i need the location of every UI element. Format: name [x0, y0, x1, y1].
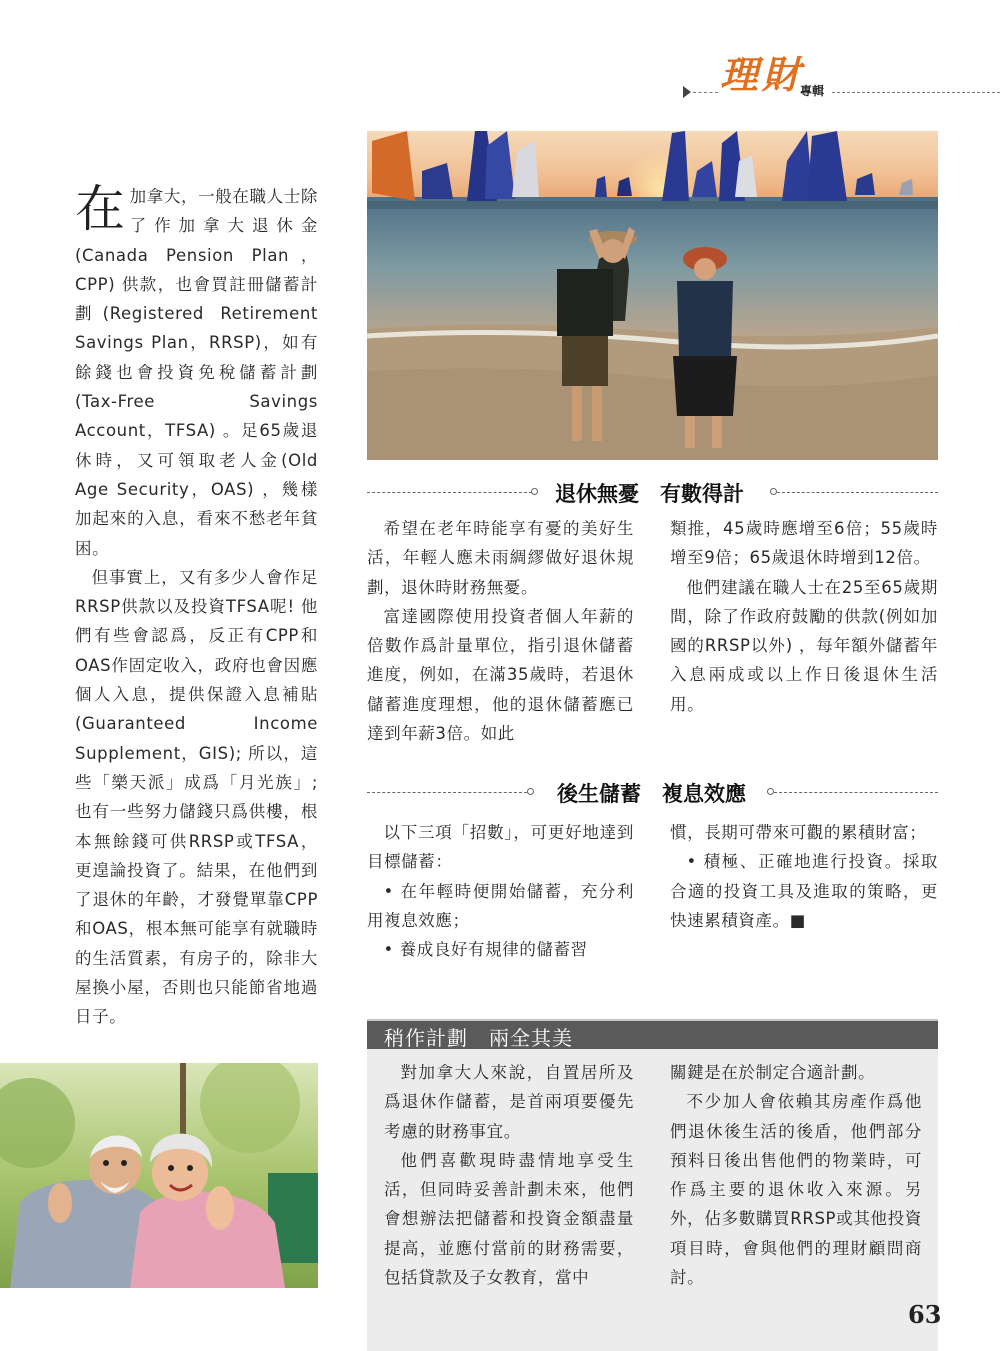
section-2-heading: 後生儲蓄 複息效應	[557, 781, 746, 806]
section-1-paragraph: 希望在老年時能享有憂的美好生活，年輕人應未雨綢繆做好退休規劃，退休時財務無憂。	[367, 519, 634, 597]
sidebar-paragraph: 關鍵是在於制定合適計劃。	[670, 1063, 876, 1082]
section-2-bullet: • 在年輕時便開始儲蓄，充分利用複息效應；	[367, 881, 634, 930]
section-1-left-column	[367, 514, 634, 748]
sidebar-right-column	[670, 1058, 922, 1292]
section-2-paragraph: 慣，長期可帶來可觀的累積財富；	[670, 823, 927, 842]
section-1-paragraph: 富達國際使用投資者個人年薪的倍數作爲計量單位，指引退休儲蓄進度，例如，在滿35歲時，若退休儲蓄進度理想，他的退休儲蓄應已達到年薪3倍。如此	[367, 606, 634, 744]
drop-cap: 在	[75, 180, 126, 238]
intro-paragraph-1: 加拿大，一般在職人士除了作加拿大退休金(Canada Pension Plan，CPP) 供款，也會買註冊儲蓄計劃(Registered Retirement Savings Plan，RRSP)，如有餘錢也會投資免稅儲蓄計劃(Tax-Free Savings Account，TFSA) 。足65歲退休時，又可領取老人金(Old Age Security，OAS) ，幾樣加起來的入息，看來不愁老年貧困。	[75, 187, 318, 558]
section-1-heading-bar	[367, 478, 938, 508]
section-2-heading-bar	[367, 778, 938, 808]
section-1-right-column	[670, 514, 938, 719]
section-1-paragraph: 他們建議在職人士在25至65歲期間，除了作政府鼓勵的供款(例如加國的RRSP以外) ，每年額外儲蓄年入息兩成或以上作日後退休生活用。	[670, 577, 938, 714]
section-2-bullet: • 養成良好有規律的儲蓄習	[383, 940, 588, 960]
intro-column	[75, 182, 318, 1032]
senior-couple-photo	[0, 1063, 318, 1288]
section-2-bullet: • 積極、正確地進行投資。採取合適的投資工具及進取的策略，更快速累積資產。■	[670, 852, 938, 930]
header-arrow-left	[683, 86, 691, 98]
section-2-right-column	[670, 818, 938, 935]
beach-sunset-photo	[367, 131, 938, 460]
sidebar-left-column	[384, 1058, 634, 1292]
sidebar-heading-bar	[367, 1019, 938, 1049]
section-subtitle: 專輯	[800, 84, 825, 98]
intro-paragraph-2: 但事實上，又有多少人會作足RRSP供款以及投資TFSA呢! 他們有些會認爲，反正有CPP和OAS作固定收入，政府也會因應個人入息，提供保證入息補貼(Guaranteed Income Supplement，GIS); 所以，這些「樂天派」成爲「月光族」; 也有一些努力儲錢只爲供樓，根本無餘錢可供RRSP或TFSA，更遑論投資了。結果，在他們到了退休的年齡，才發覺單靠CPP和OAS，根本無可能享有就職時的生活質素，有房子的，除非大屋換小屋，否則也只能節省地過日子。	[75, 567, 318, 1027]
sidebar-heading: 稍作計劃 兩全其美	[384, 1026, 573, 1050]
sidebar-paragraph: 對加拿大人來說，自置居所及爲退休作儲蓄，是首兩項要優先考慮的財務事宜。	[384, 1063, 634, 1141]
header-rule-right	[832, 92, 1000, 93]
section-2-paragraph: 以下三項「招數」，可更好地達到目標儲蓄：	[367, 823, 634, 872]
section-title: 理財	[720, 52, 805, 97]
sidebar-paragraph: 他們喜歡現時盡情地享受生活，但同時妥善計劃未來，他們會想辦法把儲蓄和投資金額盡量提高，並應付當前的財務需要，包括貸款及子女教育，當中	[384, 1150, 634, 1288]
section-1-heading: 退休無憂 有數得計	[555, 481, 744, 506]
section-1-paragraph: 類推，45歲時應增至6倍；55歲時增至9倍；65歲退休時增到12倍。	[670, 519, 938, 568]
section-2-left-column	[367, 818, 634, 964]
page-number: 63	[908, 1300, 942, 1329]
sidebar-paragraph: 不少加人會依賴其房產作爲他們退休後生活的後盾，他們部分預料日後出售他們的物業時，可作爲主要的退休收入來源。另外，佔多數購買RRSP或其他投資項目時，會與他們的理財顧問商討。	[670, 1092, 922, 1288]
header-rule-left	[693, 92, 718, 93]
